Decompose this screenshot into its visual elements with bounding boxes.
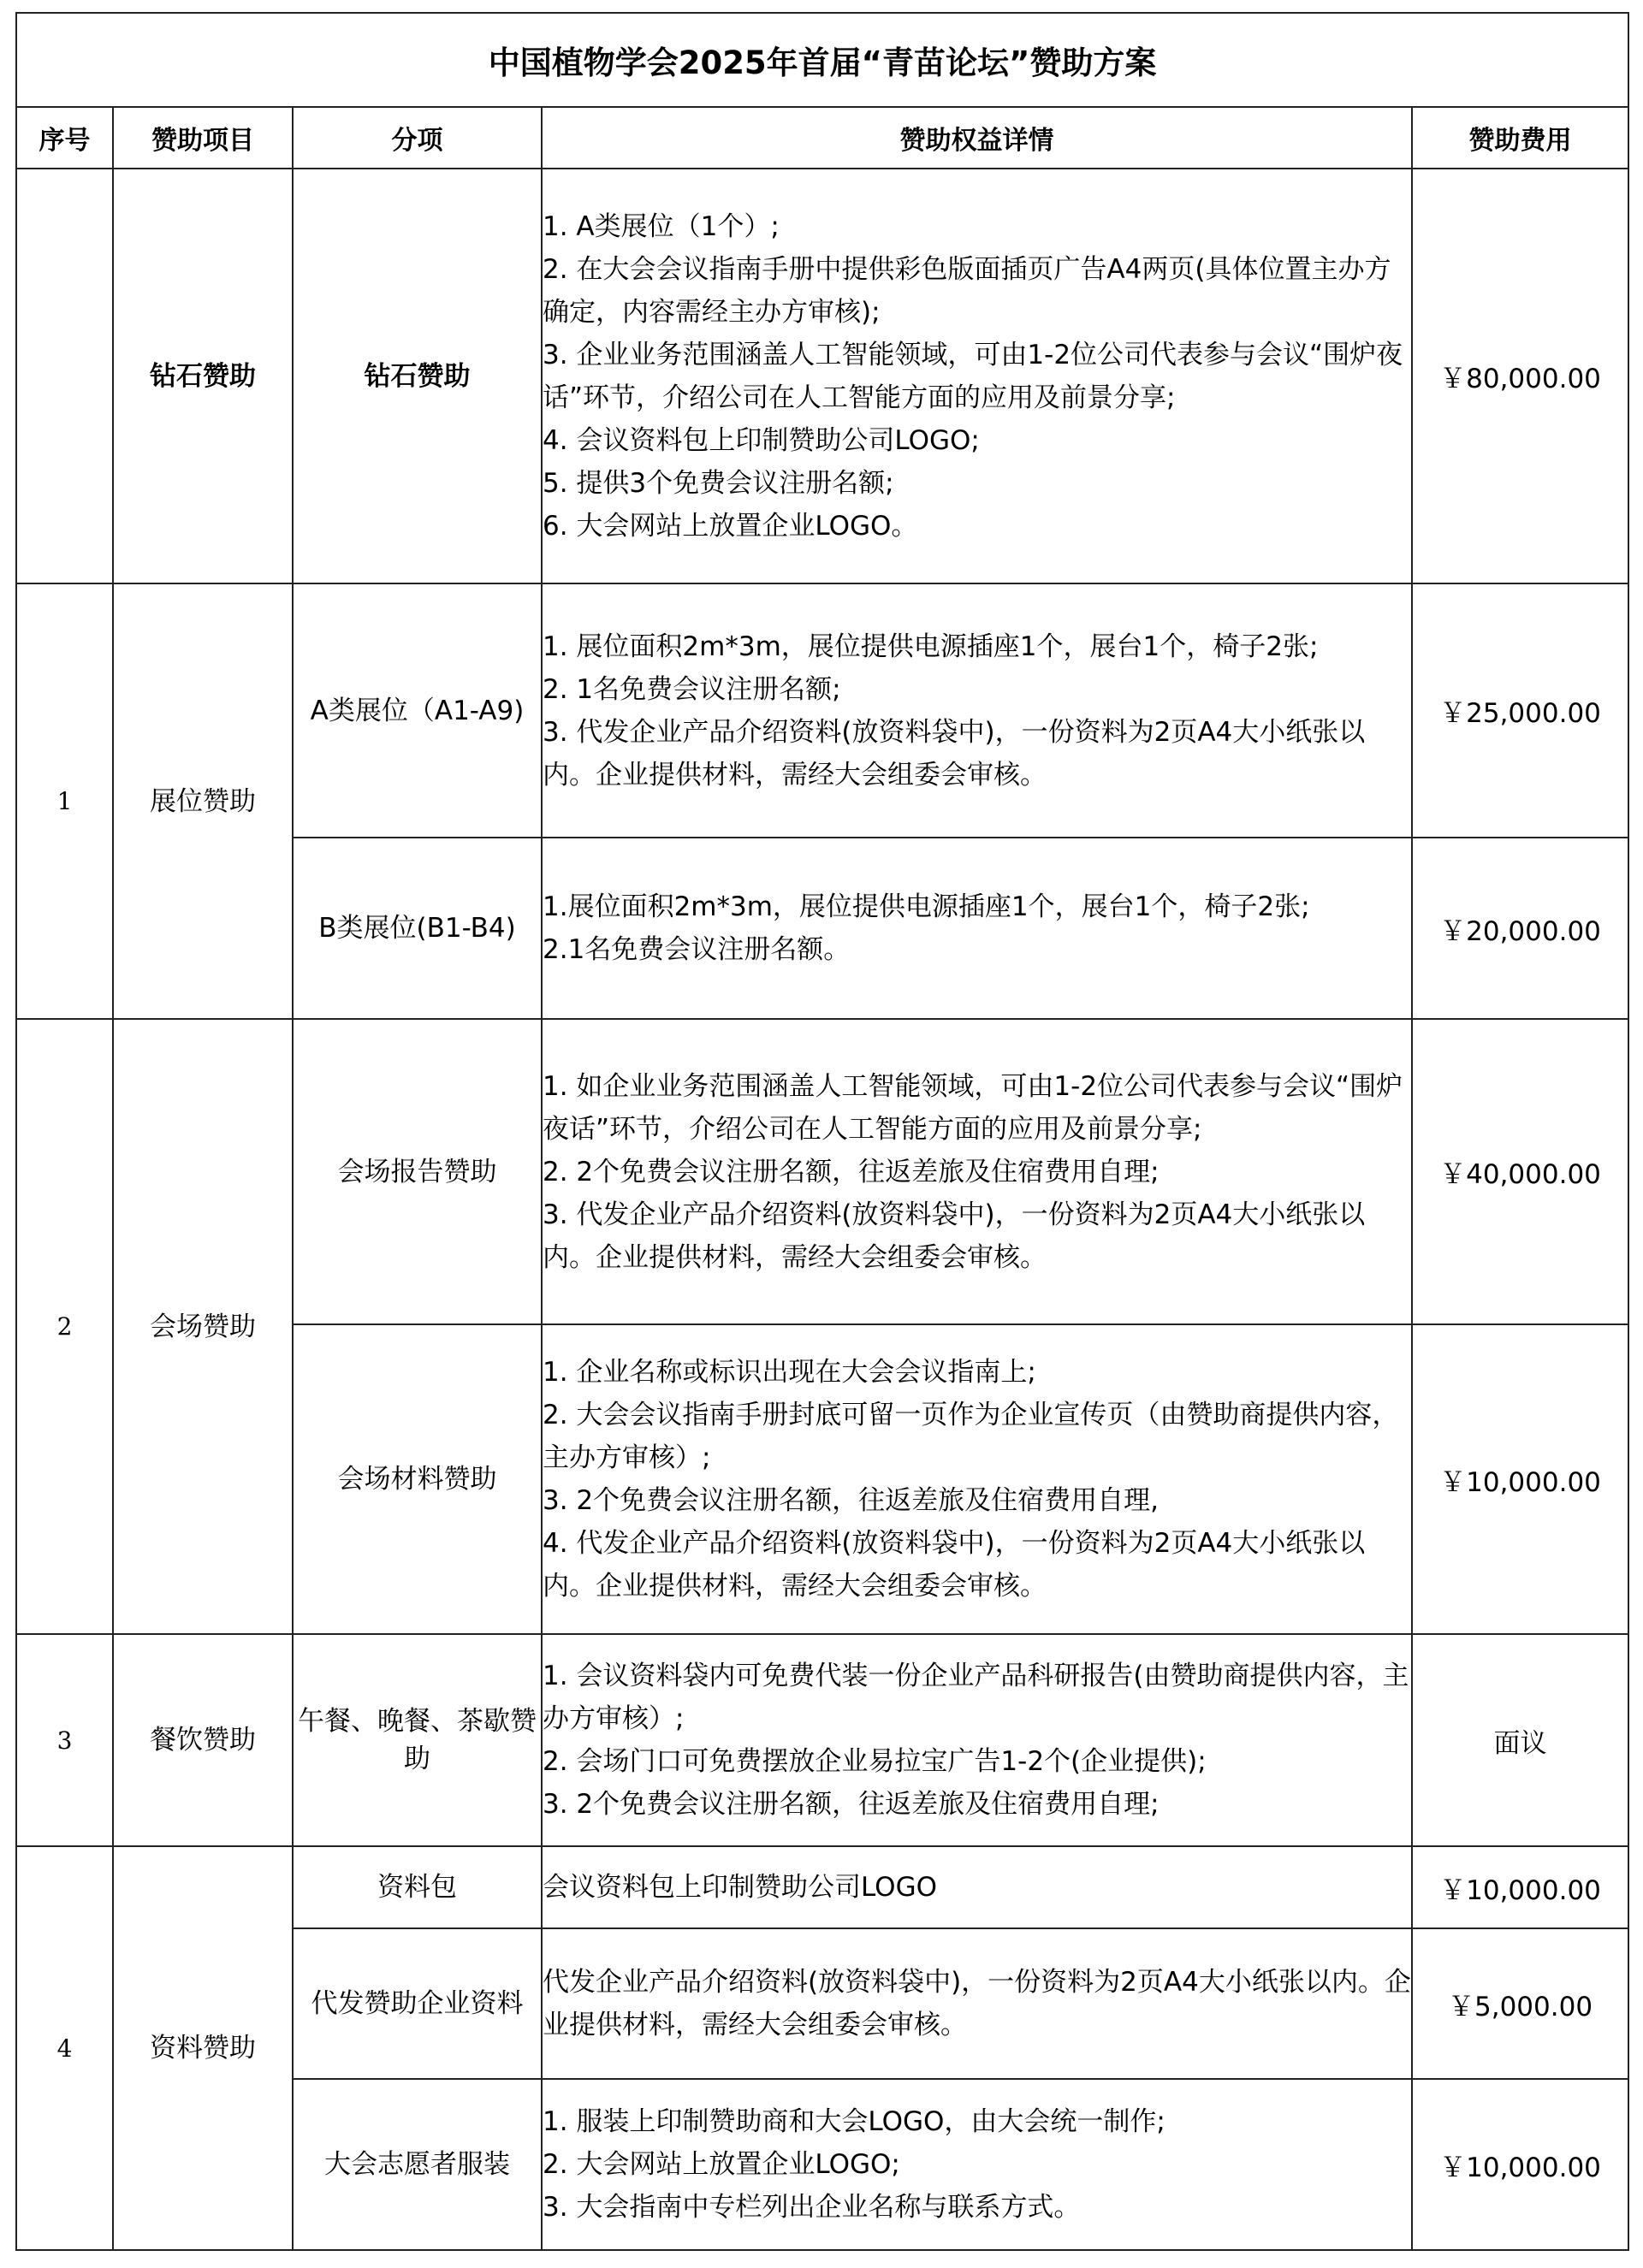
fee-cell: ￥80,000.00 [1412,169,1628,583]
detail-cell [542,1928,1412,2079]
sub-cell: 会场报告赞助 [293,1019,542,1324]
detail-line: 2. 1名免费会议注册名额; [543,673,841,705]
sub-cell: 会场材料赞助 [293,1324,542,1634]
detail-line: 2. 2个免费会议注册名额，往返差旅及住宿费用自理; [543,1156,1160,1187]
detail-line: 2.1名免费会议注册名额。 [543,934,851,965]
fee-cell: ￥10,000.00 [1412,2079,1628,2250]
detail-line: 1. 如企业业务范围涵盖人工智能领域，可由1-2位公司代表参与会议“围炉夜话”环节，介绍公司在人工智能方面的应用及前景分享; [543,1070,1403,1145]
item-cell: 会场赞助 [113,1019,293,1634]
detail-line: 1. A类展位（1个）; [543,210,780,242]
detail-line: 1. 展位面积2m*3m，展位提供电源插座1个，展台1个，椅子2张; [543,631,1319,662]
detail-cell [542,838,1412,1019]
detail-line: 3. 2个免费会议注册名额，往返差旅及住宿费用自理, [543,1485,1160,1516]
sub-cell: A类展位（A1-A9) [293,583,542,838]
detail-cell [542,169,1412,583]
detail-line: 1. 服装上印制赞助商和大会LOGO，由大会统一制作; [543,2106,1166,2137]
header-fee: 赞助费用 [1412,107,1628,169]
item-cell: 资料赞助 [113,1846,293,2250]
seq-cell: 2 [16,1019,113,1634]
item-cell: 展位赞助 [113,583,293,1019]
seq-cell: 4 [16,1846,113,2250]
item-cell: 钻石赞助 [113,169,293,583]
seq-cell: 3 [16,1634,113,1846]
header-sub: 分项 [293,107,542,169]
table-row [16,1634,1628,1846]
fee-cell: ￥40,000.00 [1412,1019,1628,1324]
table-title: 中国植物学会2025年首届“青苗论坛”赞助方案 [16,13,1628,107]
seq-cell: 1 [16,583,113,1019]
table-row [16,1019,1628,1324]
table-row [16,1846,1628,1928]
detail-line: 3. 代发企业产品介绍资料(放资料袋中)，一份资料为2页A4大小纸张以内。企业提供材料，需经大会组委会审核。 [543,1199,1366,1273]
detail-cell [542,1634,1412,1846]
detail-line: 4. 会议资料包上印制赞助公司LOGO; [543,424,980,456]
detail-line: 2. 会场门口可免费摆放企业易拉宝广告1-2个(企业提供); [543,1746,1207,1777]
seq-cell [16,169,113,583]
fee-cell: ￥10,000.00 [1412,1846,1628,1928]
detail-cell [542,1019,1412,1324]
header-detail: 赞助权益详情 [542,107,1412,169]
sub-cell: 钻石赞助 [293,169,542,583]
fee-cell: 面议 [1412,1634,1628,1846]
detail-line: 会议资料包上印制赞助公司LOGO [543,1872,937,1903]
detail-cell [542,583,1412,838]
sub-cell: 午餐、晚餐、茶歇赞助 [293,1634,542,1846]
detail-line: 1.展位面积2m*3m，展位提供电源插座1个，展台1个，椅子2张; [543,891,1310,922]
fee-cell: ￥25,000.00 [1412,583,1628,838]
header-seq: 序号 [16,107,113,169]
fee-cell: ￥10,000.00 [1412,1324,1628,1634]
detail-line: 1. 企业名称或标识出现在大会会议指南上; [543,1357,1036,1388]
sub-cell: 代发赞助企业资料 [293,1928,542,2079]
detail-line: 2. 大会会议指南手册封底可留一页作为企业宣传页（由赞助商提供内容，主办方审核）; [543,1400,1399,1473]
table-row [16,583,1628,838]
sponsorship-table [15,12,1629,2251]
detail-line: 3. 2个免费会议注册名额，往返差旅及住宿费用自理; [543,1789,1160,1820]
detail-line: 2. 在大会会议指南手册中提供彩色版面插页广告A4两页(具体位置主办方确定，内容需经主办方审核); [543,253,1391,328]
detail-cell [542,1324,1412,1634]
sub-cell: 资料包 [293,1846,542,1928]
detail-cell [542,1846,1412,1928]
detail-line: 2. 大会网站上放置企业LOGO; [543,2149,900,2180]
sub-cell: 大会志愿者服装 [293,2079,542,2250]
detail-line: 6. 大会网站上放置企业LOGO。 [543,510,918,542]
detail-line: 代发企业产品介绍资料(放资料袋中)，一份资料为2页A4大小纸张以内。企业提供材料，需经大会组委会审核。 [543,1967,1411,2040]
sub-cell: B类展位(B1-B4) [293,838,542,1019]
detail-cell [542,2079,1412,2250]
table-row-diamond [16,169,1628,583]
item-cell: 餐饮赞助 [113,1634,293,1846]
header-row [16,107,1628,169]
header-item: 赞助项目 [113,107,293,169]
detail-line: 5. 提供3个免费会议注册名额; [543,467,894,499]
detail-line: 3. 企业业务范围涵盖人工智能领域，可由1-2位公司代表参与会议“围炉夜话”环节，介绍公司在人工智能方面的应用及前景分享; [543,339,1403,413]
detail-line: 1. 会议资料袋内可免费代装一份企业产品科研报告(由赞助商提供内容，主办方审核）; [543,1661,1409,1734]
fee-cell: ￥20,000.00 [1412,838,1628,1019]
fee-cell: ￥5,000.00 [1412,1928,1628,2079]
detail-line: 4. 代发企业产品介绍资料(放资料袋中)，一份资料为2页A4大小纸张以内。企业提供材料，需经大会组委会审核。 [543,1528,1366,1602]
detail-line: 3. 大会指南中专栏列出企业名称与联系方式。 [543,2192,1081,2223]
detail-line: 3. 代发企业产品介绍资料(放资料袋中)，一份资料为2页A4大小纸张以内。企业提供材料，需经大会组委会审核。 [543,716,1366,791]
